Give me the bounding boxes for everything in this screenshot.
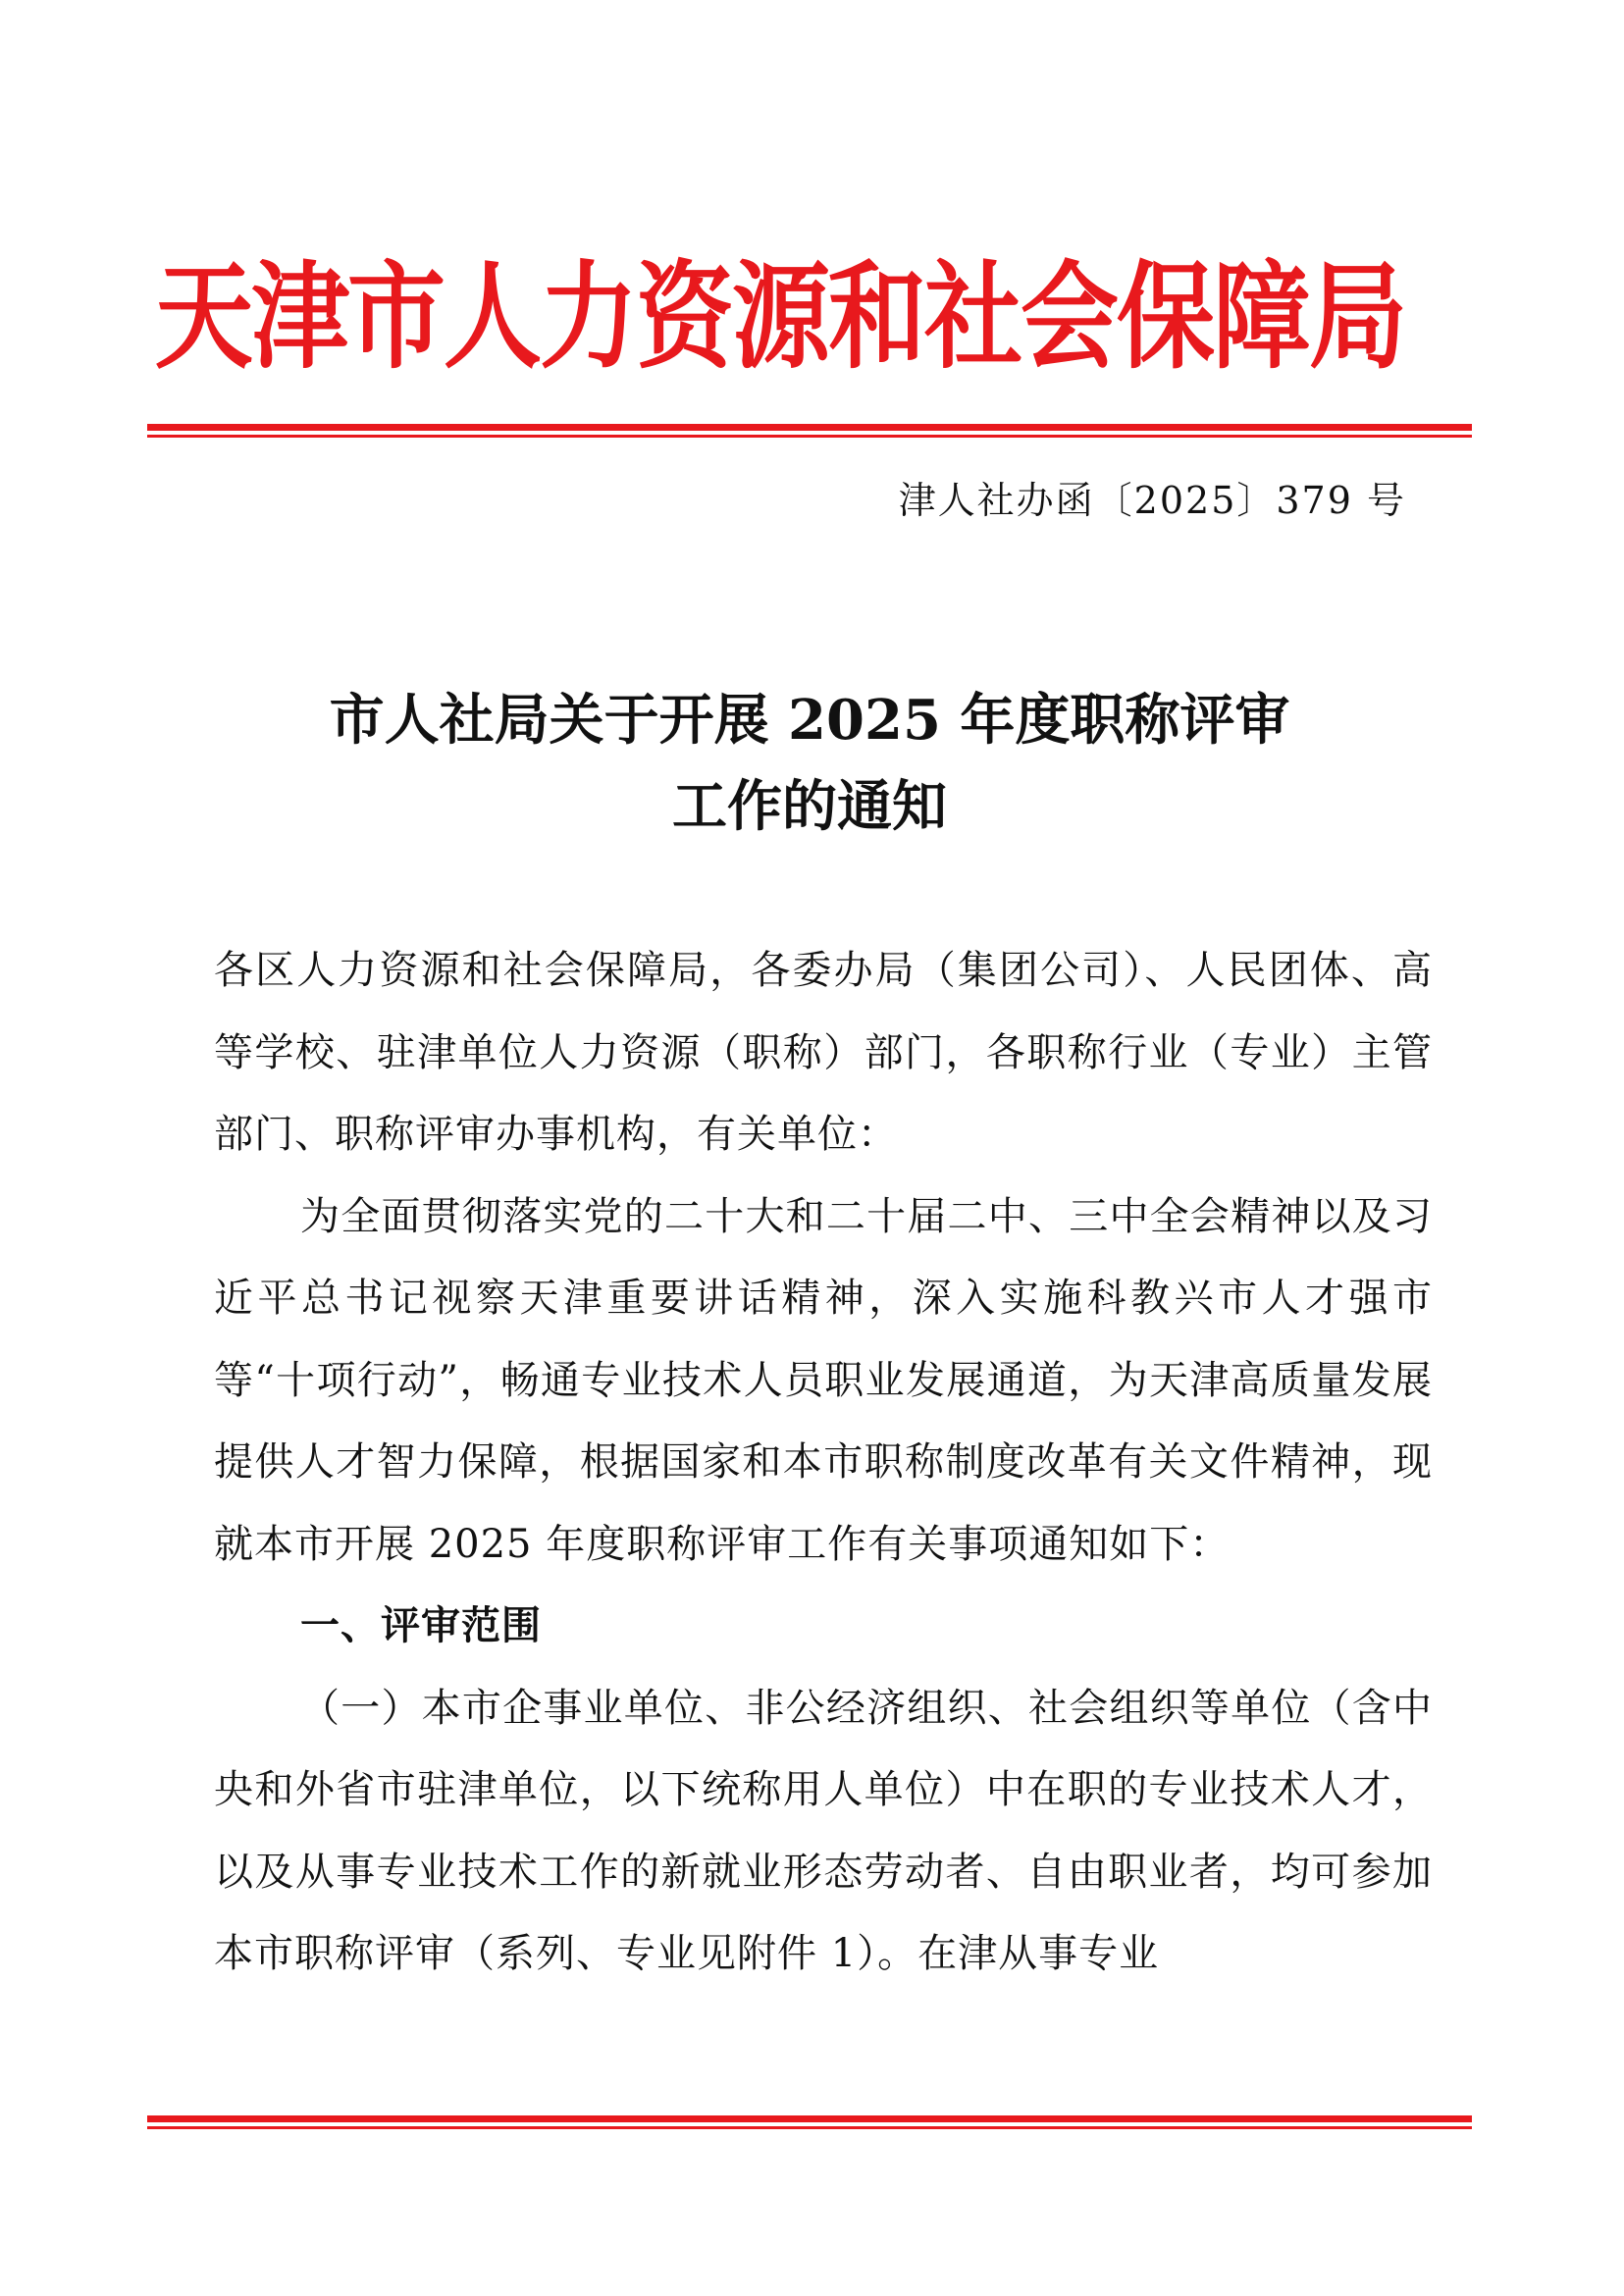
title-line-2: 工作的通知 xyxy=(672,774,947,839)
divider-thin-line xyxy=(147,2126,1472,2129)
title-line-1: 市人社局关于开展 2025 年度职称评审 xyxy=(329,688,1290,753)
document-body xyxy=(214,930,1433,1996)
addressees-paragraph: 各区人力资源和社会保障局，各委办局（集团公司）、人民团体、高等学校、驻津单位人力资源（职称）部门，各职称行业（专业）主管部门、职称评审办事机构，有关单位： xyxy=(214,948,1433,1157)
document-number: 津人社办函〔2025〕379 号 xyxy=(898,479,1406,522)
document-title xyxy=(147,677,1472,850)
divider-thin-line xyxy=(147,435,1472,438)
agency-masthead: 天津市人力资源和社会保障局 xyxy=(155,247,1405,386)
intro-paragraph: 为全面贯彻落实党的二十大和二十届二中、三中全会精神以及习近平总书记视察天津重要讲话精神，深入实施科教兴市人才强市等“十项行动”，畅通专业技术人员职业发展通道，为天津高质量发展提供人才智力保障，根据国家和本市职称制度改革有关文件精神，现就本市开展 2025 年度职称评审工作有关事项通知如下： xyxy=(214,1193,1433,1567)
masthead-divider xyxy=(147,424,1472,438)
scope-item-1-paragraph: （一）本市企事业单位、非公经济组织、社会组织等单位（含中央和外省市驻津单位，以下统称用人单位）中在职的专业技术人才，以及从事专业技术工作的新就业形态劳动者、自由职业者，均可参加本市职称评审（系列、专业见附件 1）。在津从事专业 xyxy=(214,1685,1433,1976)
footer-divider xyxy=(147,2115,1472,2129)
section-heading-scope: 一、评审范围 xyxy=(300,1603,542,1648)
divider-thick-line xyxy=(147,2115,1472,2122)
divider-thick-line xyxy=(147,424,1472,431)
